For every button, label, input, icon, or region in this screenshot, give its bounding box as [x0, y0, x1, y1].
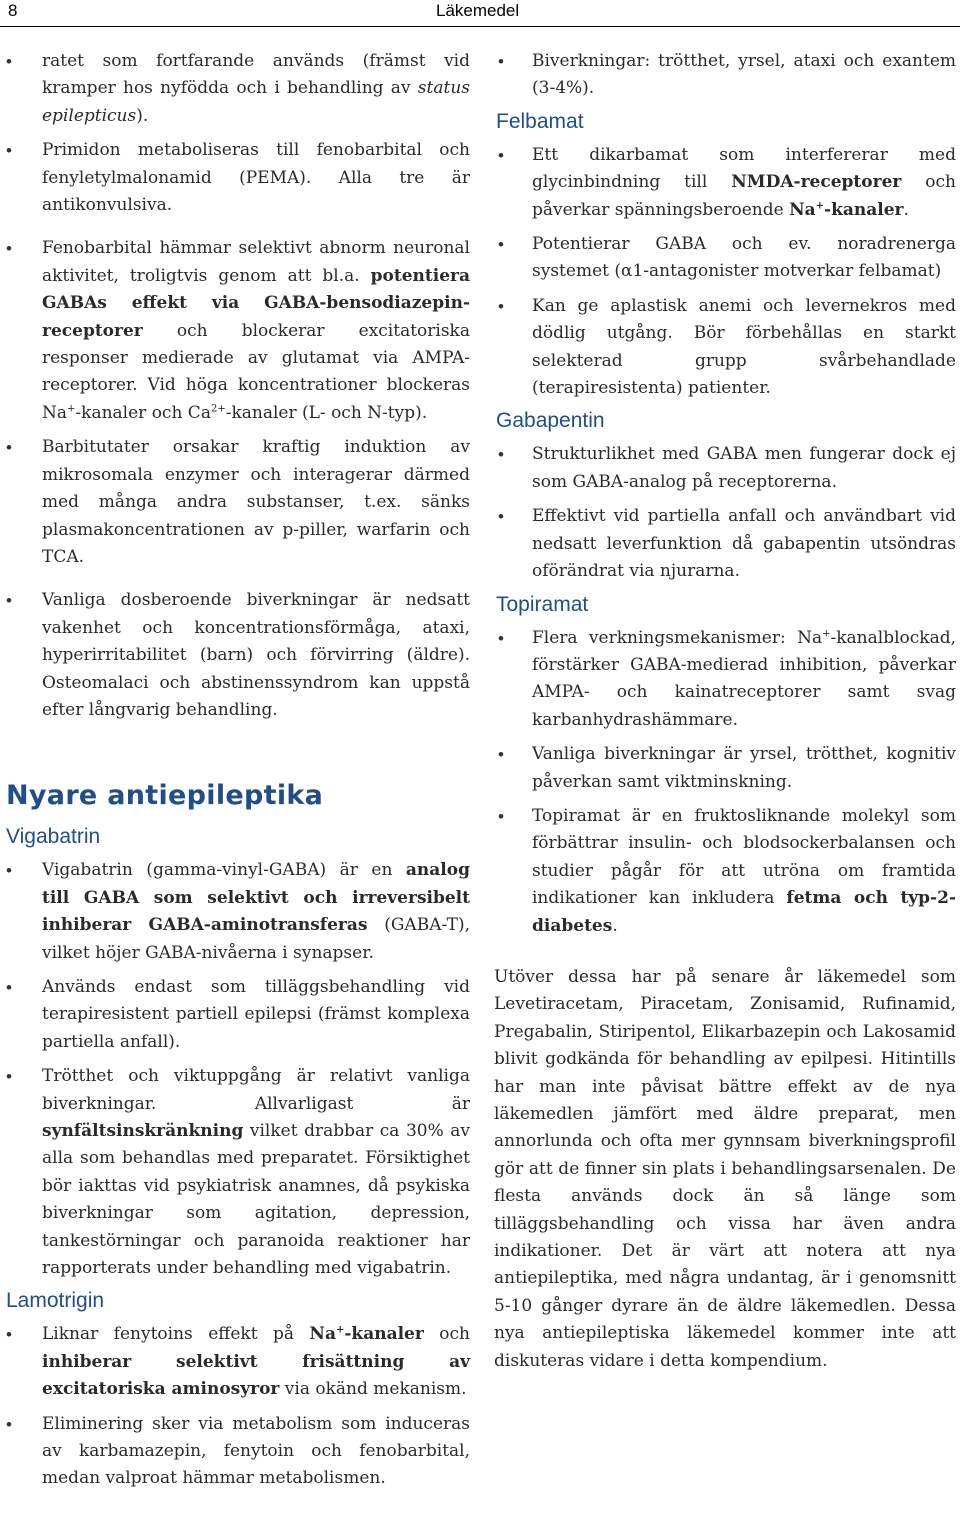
- barbiturate-list: [0, 48, 470, 724]
- subheading-felbamat: Felbamat: [496, 109, 584, 133]
- topiramat-list: [494, 625, 956, 940]
- page-header: [0, 0, 960, 27]
- section-heading: Nyare antiepileptika: [6, 780, 324, 812]
- side-effects-list: [494, 48, 956, 103]
- running-title: Läkemedel: [436, 1, 520, 20]
- vigabatrin-list: [0, 857, 470, 1282]
- felbamat-list: [494, 142, 956, 403]
- closing-paragraph: Utöver dessa har på senare år läkemedel som Levetiracetam, Piracetam, Zonisamid, Rufinamid, Pregabalin, Stiripentol, Elikarbazepin och Lakosamid blivit godkända för behandling av epilpesi. Hitintills har man inte påvisat bättre effekt av de nya läkemedlen jämfört med äldre preparat, men annorlunda och ofta mer gynnsam biverkningsprofil gör att de finner sin plats i behandlingsarsenalen. De flesta används dock än så länge som tilläggsbehandling och vissa har även andra indikationer. Det är värt att notera att nya antiepileptika, med några undantag, är i genomsnitt 5-10 gånger dyrare än de äldre läkemedlen. Dessa nya antiepileptiska läkemedel kommer inte att diskuteras vidare i detta kompendium.: [494, 966, 956, 1371]
- right-column: [494, 48, 956, 1375]
- list-item: • Fenobarbital hämmar selektivt abnorm neuronal aktivitet, troligtvis genom att bl.a. potentiera GABAs effekt via GABA-bensodiazepin-receptorer och blockerar excitatoriska responser medierade av glutamat via AMPA-receptorer. Vid höga koncentrationer blockeras Na+-kanaler och $Ca^{2+}$-kanaler (L- och N-typ).: [0, 235, 470, 427]
- list-item: • Kan ge aplastisk anemi och levernekros med dödlig utgång. Bör förbehållas en starkt selekterad grupp svårbehandlade (terapiresistenta) patienter.: [494, 293, 956, 403]
- list-item: • Liknar fenytoins effekt på Na+-kanaler och inhiberar selektivt frisättning av excitatoriska aminosyror via okänd mekanism.: [0, 1321, 470, 1403]
- list-item: • Potentierar GABA och ev. noradrenerga systemet (α1-antagonister motverkar felbamat): [494, 231, 956, 286]
- subheading-lamotrigin: Lamotrigin: [6, 1289, 105, 1313]
- lamotrigin-list: [0, 1321, 470, 1492]
- list-item: • Flera verkningsmekanismer: Na+-kanalblockad, förstärker GABA-medierad inhibition, påverkar AMPA- och kainatreceptorer samt svag karbanhydrashämmare.: [494, 625, 956, 735]
- list-item: • Effektivt vid partiella anfall och användbart vid nedsatt leverfunktion då gabapentin utsöndras oförändrat via njurarna.: [494, 503, 956, 585]
- list-item: • Vigabatrin (gamma-vinyl-GABA) är en analog till GABA som selektivt och irreversibelt inhiberar GABA-aminotransferas (GABA-T), vilket höjer GABA-nivåerna i synapser.: [0, 857, 470, 967]
- list-item: • ratet som fortfarande används (främst vid kramper hos nyfödda och i behandling av status epilepticus).: [0, 48, 470, 130]
- list-item: • Biverkningar: trötthet, yrsel, ataxi och exantem (3-4%).: [494, 48, 956, 103]
- list-item: • Vanliga dosberoende biverkningar är nedsatt vakenhet och koncentrationsförmåga, ataxi, hyperirritabilitet (barn) och förvirring (äldre). Osteomalaci och abstinenssyndrom kan uppstå efter långvarig behandling.: [0, 587, 470, 724]
- list-item: • Primidon metaboliseras till fenobarbital och fenyletylmalonamid (PEMA). Alla tre är antikonvulsiva.: [0, 137, 470, 219]
- page-number: 8: [8, 1, 18, 20]
- list-item: • Strukturlikhet med GABA men fungerar dock ej som GABA-analog på receptorerna.: [494, 441, 956, 496]
- list-item: • Barbitutater orsakar kraftig induktion av mikrosomala enzymer och interagerar därmed med många andra substanser, t.ex. sänks plasmakoncentrationen av p-piller, warfarin och TCA.: [0, 434, 470, 571]
- list-item: • Används endast som tilläggsbehandling vid terapiresistent partiell epilepsi (främst komplexa partiella anfall).: [0, 974, 470, 1056]
- subheading-gabapentin: Gabapentin: [496, 409, 605, 433]
- list-item: • Eliminering sker via metabolism som induceras av karbamazepin, fenytoin och fenobarbital, medan valproat hämmar metabolismen.: [0, 1411, 470, 1493]
- list-item: • Ett dikarbamat som interfererar med glycinbindning till NMDA-receptorer och påverkar spänningsberoende Na+-kanaler.: [494, 142, 956, 224]
- list-item: • Vanliga biverkningar är yrsel, trötthet, kognitiv påverkan samt viktminskning.: [494, 741, 956, 796]
- subheading-vigabatrin: Vigabatrin: [6, 825, 101, 849]
- gabapentin-list: [494, 441, 956, 585]
- list-item: • Topiramat är en fruktosliknande molekyl som förbättrar insulin- och blodsockerbalansen och studier pågår för att utröna om framtida indikationer kan inkludera fetma och typ-2-diabetes.: [494, 803, 956, 940]
- left-column: [0, 48, 470, 1500]
- list-item: • Trötthet och viktuppgång är relativt vanliga biverkningar. Allvarligast är synfältsinskränkning vilket drabbar ca 30% av alla som behandlas med preparatet. Försiktighet bör iakttas vid psykiatrisk anamnes, då psykiska biverkningar som agitation, depression, tankestörningar och paranoida reaktioner har rapporterats under behandling med vigabatrin.: [0, 1063, 470, 1282]
- subheading-topiramat: Topiramat: [496, 592, 589, 616]
